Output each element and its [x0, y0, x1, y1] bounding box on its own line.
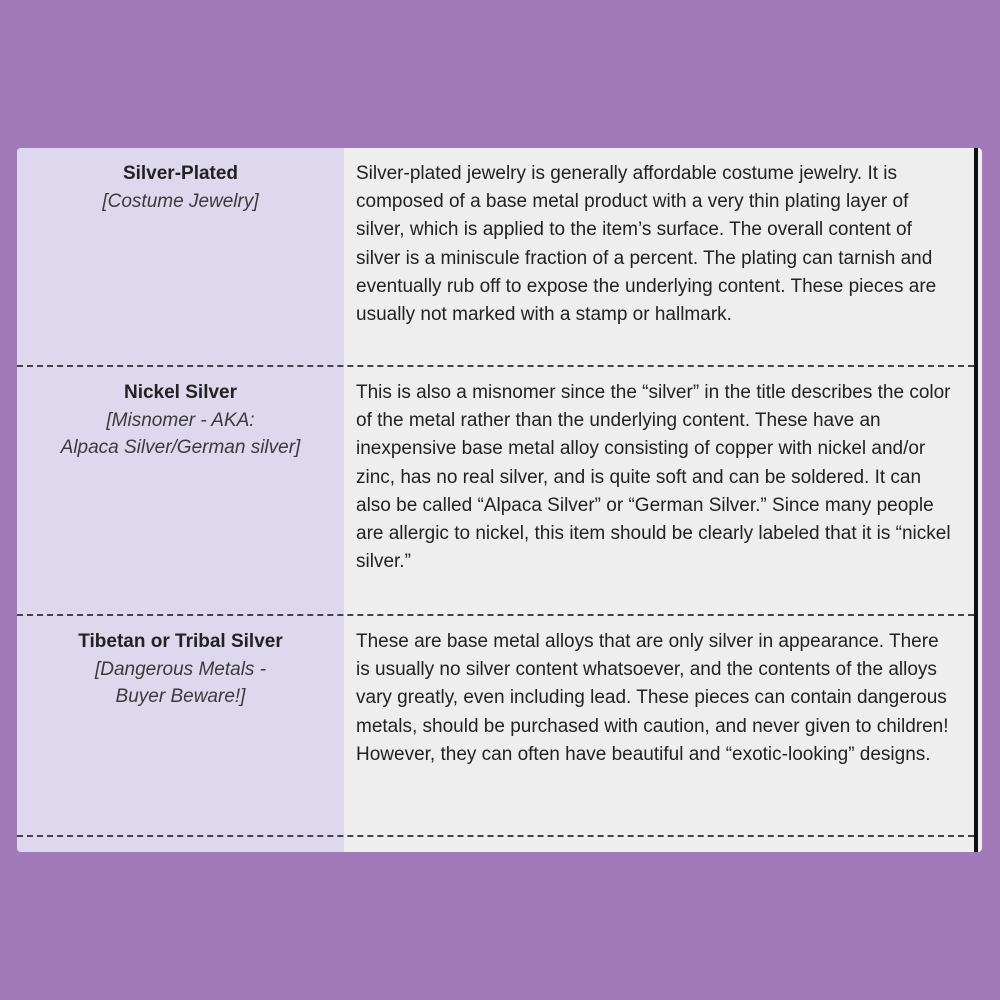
term-cell — [17, 628, 344, 710]
term-cell — [17, 160, 344, 215]
term-name: Silver-Plated — [122, 163, 239, 184]
term-note: [Misnomer - AKA: Alpaca Silver/German silver] — [60, 410, 301, 458]
term-name: Tibetan or Tribal Silver — [78, 631, 283, 652]
description-cell: Silver-plated jewelry is generally affordable costume jewelry. It is composed of a base metal product with a very thin plating layer of silver, which is applied to the item’s surface. The overall content of silver is a miniscule fraction of a percent. The plating can tarnish and eventually rub off to expose the underlying content. These pieces are usually not marked with a stamp or hallmark. — [356, 163, 937, 326]
term-note: [Costume Jewelry] — [102, 191, 259, 212]
description-cell: This is also a misnomer since the “silver” in the title describes the color of the metal rather than the underlying content. These have an inexpensive base metal alloy consisting of copper with nickel and/or zinc, has no real silver, and is quite soft and can be soldered. It can also be called “Alpaca Silver” or “German Silver.” Since many people are allergic to nickel, this item should be clearly labeled that it is “nickel silver.” — [356, 382, 951, 573]
table-row-silver-plated — [17, 148, 974, 367]
table-row-tibetan-silver — [17, 616, 974, 837]
description-cell: These are base metal alloys that are only silver in appearance. There is usually no silver content whatsoever, and the contents of the alloys vary greatly, even including lead. These pieces can contain dangerous metals, should be purchased with caution, and never given to children! However, they can often have beautiful and “exotic-looking” designs. — [356, 631, 949, 765]
table-right-border — [974, 148, 978, 852]
term-cell — [17, 379, 344, 461]
term-name: Nickel Silver — [123, 382, 238, 403]
term-note: [Dangerous Metals - Buyer Beware!] — [94, 659, 267, 707]
table-row-nickel-silver — [17, 367, 974, 616]
silver-types-table — [17, 148, 982, 852]
